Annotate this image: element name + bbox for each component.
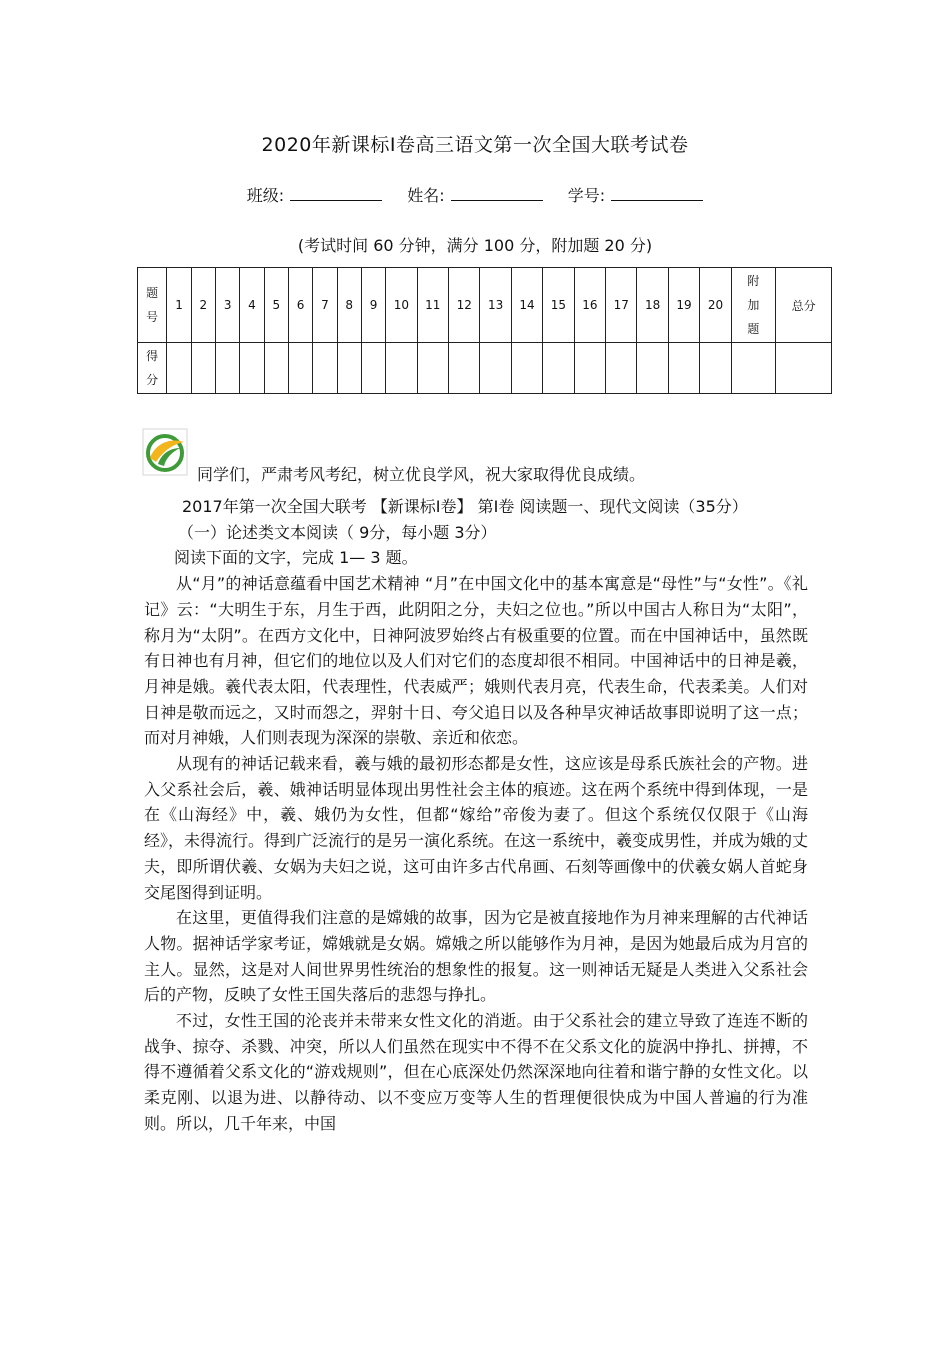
reading-passage xyxy=(144,494,808,1137)
score-cell[interactable] xyxy=(637,343,668,394)
score-cell[interactable] xyxy=(337,343,361,394)
question-col: 14 xyxy=(511,268,542,343)
score-cell[interactable] xyxy=(511,343,542,394)
question-col: 3 xyxy=(216,268,240,343)
score-cell[interactable] xyxy=(386,343,417,394)
question-number-header: 题 号 xyxy=(138,268,167,343)
score-cell[interactable] xyxy=(700,343,731,394)
total-score-cell[interactable] xyxy=(776,343,832,394)
name-label: 姓名: xyxy=(407,186,445,205)
score-cell[interactable] xyxy=(313,343,337,394)
score-cell[interactable] xyxy=(361,343,385,394)
question-col: 16 xyxy=(574,268,605,343)
score-row xyxy=(138,343,832,394)
question-col: 15 xyxy=(543,268,574,343)
circular-leaf-logo-icon xyxy=(142,428,188,476)
class-blank[interactable] xyxy=(290,186,382,201)
id-blank[interactable] xyxy=(611,186,703,201)
score-cell[interactable] xyxy=(240,343,264,394)
question-col: 2 xyxy=(191,268,215,343)
paragraph: 不过，女性王国的沦丧并未带来女性文化的消逝。由于父系社会的建立导致了连连不断的战争、掠夺、杀戮、冲突，所以人们虽然在现实中不得不在父系文化的旋涡中挣扎、拼搏，不得不遵循着父系文化的“游戏规则”，但在心底深处仍然深深地向往着和谐宁静的女性文化。以柔克刚、以退为进、以静待动、以不变应万变等人生的哲理便很快成为中国人普遍的行为准则。所以，几千年来，中国 xyxy=(144,1011,808,1133)
question-col: 12 xyxy=(449,268,480,343)
question-col: 10 xyxy=(386,268,417,343)
score-cell[interactable] xyxy=(216,343,240,394)
exam-motto: 同学们，严肃考风考纪，树立优良学风，祝大家取得优良成绩。 xyxy=(197,465,646,484)
class-field[interactable] xyxy=(247,183,382,206)
score-cell[interactable] xyxy=(449,343,480,394)
score-cell[interactable] xyxy=(417,343,448,394)
extra-score-cell[interactable] xyxy=(731,343,776,394)
question-col: 4 xyxy=(240,268,264,343)
question-col: 17 xyxy=(606,268,637,343)
section-header: 2017年第一次全国大联考 【新课标Ⅰ卷】 第Ⅰ卷 阅读题一、现代文阅读（35分） xyxy=(182,497,748,516)
score-row-header: 得 分 xyxy=(138,343,167,394)
question-col: 19 xyxy=(668,268,699,343)
score-cell[interactable] xyxy=(668,343,699,394)
question-col: 7 xyxy=(313,268,337,343)
instruction: 阅读下面的文字，完成 1— 3 题。 xyxy=(174,548,418,568)
question-col: 6 xyxy=(288,268,312,343)
subsection-title: （一）论述类文本阅读（ 9分，每小题 3分） xyxy=(178,522,497,542)
name-blank[interactable] xyxy=(451,186,543,201)
question-col: 13 xyxy=(480,268,511,343)
id-field[interactable] xyxy=(568,183,703,206)
paragraph: 在这里，更值得我们注意的是嫦娥的故事，因为它是被直接地作为月神来理解的古代神话人物。据神话学家考证，嫦娥就是女娲。嫦娥之所以能够作为月神，是因为她最后成为月宫的主人。显然，这是对人间世界男性统治的想象性的报复。这一则神话无疑是人类进入父系社会后的产物，反映了女性王国失落后的悲怨与挣扎。 xyxy=(144,908,808,1005)
student-info-line xyxy=(0,183,950,206)
score-table xyxy=(137,267,832,394)
question-col: 20 xyxy=(700,268,731,343)
score-cell[interactable] xyxy=(288,343,312,394)
extra-question-header: 附 加 题 xyxy=(731,268,776,343)
question-col: 18 xyxy=(637,268,668,343)
exam-note: (考试时间 60 分钟，满分 100 分，附加题 20 分) xyxy=(297,236,653,255)
score-cell[interactable] xyxy=(574,343,605,394)
score-cell[interactable] xyxy=(191,343,215,394)
score-cell[interactable] xyxy=(167,343,191,394)
class-label: 班级: xyxy=(246,186,285,205)
question-col: 8 xyxy=(337,268,361,343)
score-cell[interactable] xyxy=(264,343,288,394)
id-label: 学号: xyxy=(567,186,606,205)
question-col: 11 xyxy=(417,268,448,343)
question-col: 9 xyxy=(361,268,385,343)
name-field[interactable] xyxy=(407,183,542,206)
question-col: 5 xyxy=(264,268,288,343)
question-col: 1 xyxy=(167,268,191,343)
score-cell[interactable] xyxy=(543,343,574,394)
question-number-row xyxy=(138,268,832,343)
paragraph: 从“月”的神话意蕴看中国艺术精神 “月”在中国文化中的基本寓意是“母性”与“女性”。《礼记》云：“大明生于东，月生于西，此阴阳之分，夫妇之位也。”所以中国古人称日为“太阳”，称月为“太阴”。在西方文化中，日神阿波罗始终占有极重要的位置。而在中国神话中，虽然既有日神也有月神，但它们的地位以及人们对它们的态度却很不相同。中国神话中的日神是羲，月神是娥。羲代表太阳，代表理性，代表威严；娥则代表月亮，代表生命，代表柔美。人们对日神是敬而远之，又时而怨之，羿射十日、夸父追日以及各种旱灾神话故事即说明了这一点；而对月神娥，人们则表现为深深的崇敬、亲近和依恋。 xyxy=(144,574,808,748)
score-cell[interactable] xyxy=(480,343,511,394)
total-score-header: 总分 xyxy=(776,268,832,343)
paragraph: 从现有的神话记载来看，羲与娥的最初形态都是女性，这应该是母系氏族社会的产物。进入父系社会后，羲、娥神话明显体现出男性社会主体的痕迹。这在两个系统中得到体现，一是在《山海经》中，羲、娥仍为女性，但都“嫁给”帝俊为妻了。但这个系统仅仅限于《山海经》，未得流行。得到广泛流行的是另一演化系统。在这一系统中，羲变成男性，并成为娥的丈夫，即所谓伏羲、女娲为夫妇之说，这可由许多古代帛画、石刻等画像中的伏羲女娲人首蛇身交尾图得到证明。 xyxy=(144,754,809,902)
score-cell[interactable] xyxy=(606,343,637,394)
page-title: 2020年新课标Ⅰ卷高三语文第一次全国大联考试卷 xyxy=(261,134,689,156)
